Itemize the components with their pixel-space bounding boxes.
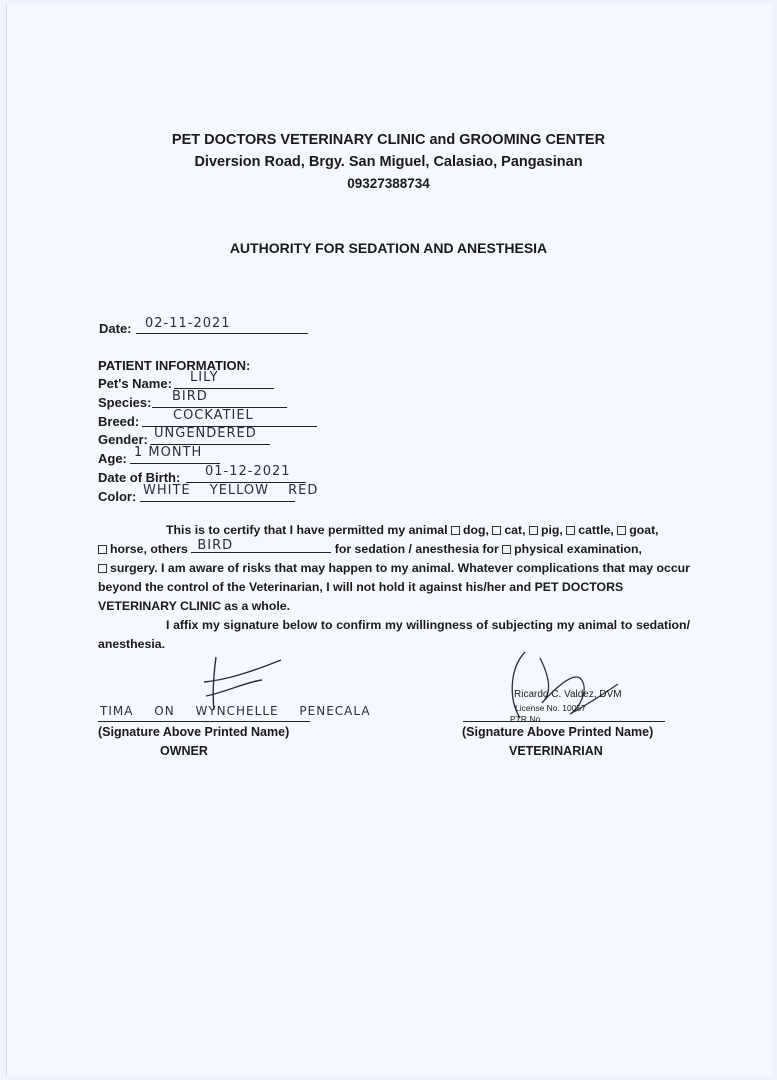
gender-value: UNGENDERED [154, 426, 257, 441]
vet-role: VETERINARIAN [509, 744, 603, 758]
age-value: 1 MONTH [134, 445, 203, 460]
clinic-address: Diversion Road, Brgy. San Miguel, Calasiao, Pangasinan [194, 154, 583, 170]
gender-label: Gender: [98, 432, 148, 447]
option-pig: pig, [540, 523, 563, 537]
owner-role: OWNER [160, 744, 208, 758]
vet-signature-mark [480, 648, 625, 728]
breed-value: COCKATIEL [173, 408, 254, 423]
consent-intro: This is to certify that I have permitted my animal [166, 523, 448, 537]
option-cat: cat, [504, 523, 526, 537]
species-value: BIRD [172, 389, 208, 404]
owner-caption: (Signature Above Printed Name) [98, 725, 290, 739]
vet-ptr: PTR No. [510, 714, 543, 724]
others-value: BIRD [197, 538, 234, 553]
dob-label: Date of Birth: [98, 470, 181, 485]
consent-mid: for sedation / anesthesia for [334, 542, 499, 556]
patient-info-heading: PATIENT INFORMATION: [98, 358, 251, 373]
date-label: Date: [99, 321, 132, 336]
owner-printed-name: TIMA ON WYNCHELLE PENECALA [100, 704, 371, 718]
age-label: Age: [98, 451, 127, 466]
option-cattle: cattle, [578, 523, 614, 537]
vet-signature-line [463, 721, 665, 722]
checkbox-dog[interactable] [451, 526, 460, 535]
checkbox-horse[interactable] [98, 545, 107, 554]
option-physical-exam: physical examination, [514, 542, 642, 556]
affix-paragraph: I affix my signature below to confirm my willingness of subjecting my animal to sedation/ anesthesia. [98, 618, 690, 651]
date-line [136, 333, 308, 334]
checkbox-goat[interactable] [617, 526, 626, 535]
checkbox-cattle[interactable] [566, 526, 575, 535]
pet-name-label: Pet's Name: [98, 376, 172, 391]
clinic-phone: 09327388734 [347, 176, 430, 191]
consent-paragraph [98, 521, 690, 654]
option-goat: goat, [629, 523, 659, 537]
checkbox-pig[interactable] [529, 526, 538, 535]
color-line [140, 501, 295, 502]
clinic-name: PET DOCTORS VETERINARY CLINIC and GROOMING CENTER [171, 132, 606, 148]
date-value: 02-11-2021 [145, 316, 231, 331]
form-title: AUTHORITY FOR SEDATION AND ANESTHESIA [229, 240, 548, 256]
checkbox-cat[interactable] [492, 526, 501, 535]
option-horse-others: horse, others [110, 542, 188, 556]
checkbox-surgery[interactable] [98, 564, 107, 573]
species-label: Species: [98, 395, 152, 410]
dob-value: 01-12-2021 [205, 464, 291, 479]
vet-license: License No. 10057 [515, 703, 586, 713]
option-dog: dog, [462, 523, 489, 537]
pet-name-value: LILY [190, 370, 219, 385]
vet-caption: (Signature Above Printed Name) [462, 725, 654, 739]
color-label: Color: [98, 489, 137, 504]
checkbox-physical-exam[interactable] [502, 545, 511, 554]
color-value: WHITE YELLOW RED [143, 483, 319, 498]
vet-stamp-name: Ricardo C. Valdez, DVM [514, 689, 622, 700]
owner-signature-line [98, 721, 310, 722]
breed-label: Breed: [98, 414, 140, 429]
others-line [191, 540, 331, 553]
option-surgery: surgery. I am aware of risks that may happen to my animal. Whatever complications that may occur beyond the control of the Veterinarian, I will not hold it against his/her and PET DOCTORS VETERINARY CLINIC as a whole. [98, 561, 690, 613]
